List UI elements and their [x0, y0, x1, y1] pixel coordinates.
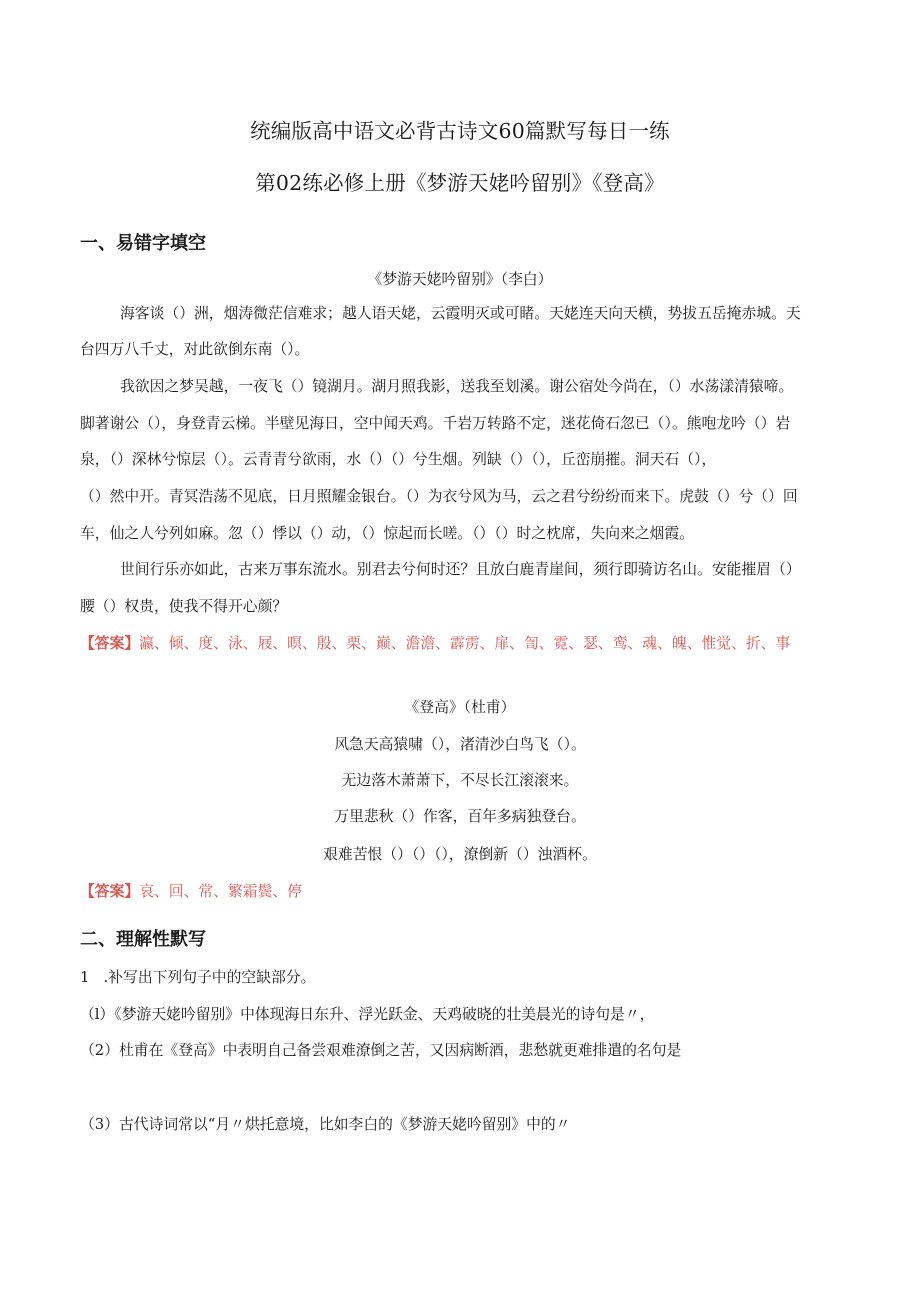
question-item: （3）古代诗词常以“月〃烘托意境，比如李白的《梦游天姥吟留别》中的〃 — [80, 1116, 571, 1133]
poem-title-mengyou: 《梦游天姥吟留别》（李白） — [367, 271, 553, 288]
question-item: （2）杜甫在《登高》中表明自己备尝艰难潦倒之苦，又因病断酒，悲愁就更难排遣的名句是 — [80, 1042, 682, 1059]
poem-line: 台四万八千丈，对此欲倒东南（）。 — [80, 341, 310, 358]
poem-line: （）然中开。青冥浩荡不见底，日月照耀金银台。（）为衣兮风为马，云之君兮纷纷而来下。虎鼓（）兮（）回 — [80, 488, 798, 505]
poem-line: 艰难苦恨（）（）（），潦倒新（）浊酒杯。 — [323, 846, 597, 863]
document-subtitle: 第02练必修上册《梦游天姥吟留别》《登高》 — [255, 171, 665, 195]
question-item: （l）《梦游天姥吟留别》中体现海日东升、浮光跃金、天鸡破晓的壮美晨光的诗句是〃， — [80, 1006, 655, 1023]
poem-line: 无边落木萧萧下，不尽长江滚滚来。 — [341, 772, 579, 789]
poem-line: 车，仙之人兮列如麻。忽（）悸以（）动，（）惊起而长嗟。（）（）时之枕席，失向来之烟霞。 — [80, 525, 695, 542]
document-title: 统编版高中语文必背古诗文60篇默写每日一练 — [250, 119, 670, 143]
answer-mengyou — [80, 632, 790, 653]
section-heading-fill-blanks: 一、易错字填空 — [80, 233, 206, 254]
answer-text: 哀、回、常、繁霜鬓、停 — [139, 883, 302, 900]
answer-label: 【答案】 — [80, 883, 140, 900]
section-heading-understanding: 二、理解性默写 — [80, 929, 206, 950]
poem-line: 世间行乐亦如此，古来万事东流水。别君去兮何时还？且放白鹿青崖间，须行即骑访名山。安能摧眉（） — [120, 561, 801, 578]
poem-line: 脚著谢公（），身登青云梯。半壁见海日，空中闻天鸡。千岩万转路不定，迷花倚石忽已（）。熊咆龙吟（）岩 — [80, 415, 791, 432]
poem-title-denggao: 《登高》（杜甫） — [404, 699, 516, 716]
poem-line: 我欲因之梦吴越，一夜飞（）镜湖月。湖月照我影，送我至划溪。谢公宿处今尚在，（）水荡漾清猿啼。 — [120, 378, 794, 395]
poem-line: 泉，（）深林兮惊层（）。云青青兮欲雨，水（）（）兮生烟。列缺（）（），丘峦崩摧。洞天石（）， — [80, 451, 717, 468]
poem-line: 万里悲秋（）作客，百年多病独登台。 — [334, 808, 586, 825]
answer-denggao — [80, 880, 302, 901]
poem-line: 海客谈（）洲，烟涛微茫信难求；越人语天姥，云霞明灭或可睹。天姥连天向天横，势拔五岳掩赤城。天 — [120, 305, 801, 322]
poem-line: 风急天高猿啸（），渚清沙白鸟飞（）。 — [334, 736, 586, 753]
answer-text: 瀛、倾、度、泳、屐、暝、殷、栗、巅、澹澹、霹雳、扉、訇、霓、瑟、鸾、魂、魄、惟觉、折、事 — [139, 635, 791, 652]
question-intro: 1 .补写出下列句子中的空缺部分。 — [80, 969, 316, 986]
poem-line: 腰（）权贵，使我不得开心颜？ — [80, 598, 288, 615]
answer-label: 【答案】 — [80, 635, 140, 652]
